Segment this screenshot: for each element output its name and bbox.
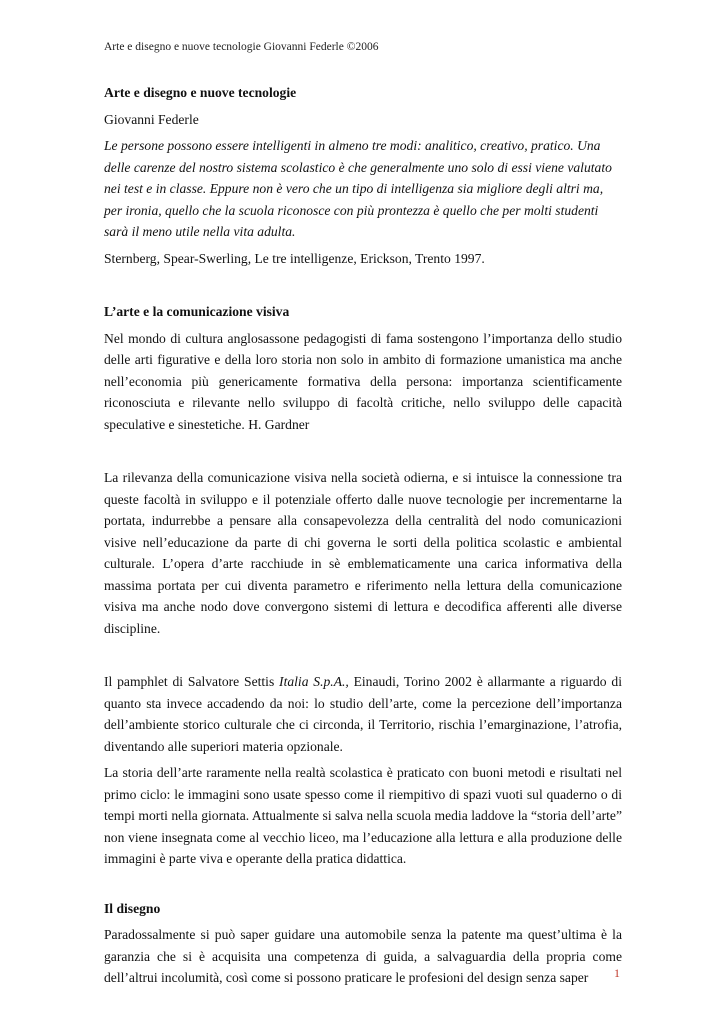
running-header: Arte e disegno e nuove tecnologie Giovanni Federle ©2006 <box>104 41 379 53</box>
article-title: Arte e disegno e nuove tecnologie <box>104 85 297 100</box>
section-heading-visual: L’arte e la comunicazione visiva <box>104 304 290 319</box>
page-number: 1 <box>614 966 620 980</box>
paragraph-visual-4: La storia dell’arte raramente nella realtà scolastica è praticato con buoni metodi e risultati nel primo ciclo: le immagini sono usate spesso come il riempitivo di spazi vuoti sul quaderno o di tempi morti nella giornata. Attualmente si salva nella scuola media laddove la “storia dell’arte” non viene insegnata come al vecchio liceo, ma l’educazione alla lettura e alla produzione delle immagini è parte viva e operante della pratica didattica. <box>104 765 622 866</box>
paragraph-visual-1: Nel mondo di cultura anglosassone pedagogisti di fama sostengono l’importanza dello studio delle arti figurative e della loro storia non solo in ambito di formazione umanistica ma anche nell’economia più genericamente formativa della persona: importanza scientificamente riconosciuta e rilevante nello sviluppo di facoltà critiche, nello sviluppo delle capacità speculative e sinestetiche. H. Gardner <box>104 330 622 432</box>
section-heading-drawing: Il disegno <box>104 900 161 916</box>
article-author: Giovanni Federle <box>104 111 199 127</box>
book-title-italia-spa: Italia S.p.A., <box>279 674 349 689</box>
paragraph-visual-3 <box>104 671 622 757</box>
paragraph-visual-2: La rilevanza della comunicazione visiva nella società odierna, e si intuisce la connessione tra queste facoltà in sviluppo e il potenziale offerto dalle nuove tecnologie per incrementarne la portata, indurrebbe a pensare alla consapevolezza della centralità del nodo comunicazioni visive nell’educazione da parte di chi governa le sorti della politica scolastic e ambiental culturale. L’opera d’arte racchiude in sè emblematicamente una carica informativa della massima portata per cui diventa parametro e riferimento nella lettura della comunicazione visiva ma anche nodo dove convergono sistemi di lettura e decodifica afferenti alle diverse discipline. <box>104 470 622 636</box>
paragraph-visual-3-rest: Einaudi, Torino 2002 è allarmante a riguardo di quanto sta invece accadendo da noi: lo studio dell’arte, come la percezione dell’importanza dell’ambiente storico culturale che ci circonda, il Territorio, rischia l’emarginazione, l’atrofia, diventando alle superiori materia opzionale. <box>104 674 622 754</box>
epigraph-citation: Sternberg, Spear-Swerling, Le tre intelligenze, Erickson, Trento 1997. <box>104 250 485 266</box>
paragraph-visual-3-lead: Il pamphlet di Salvatore Settis <box>104 674 280 689</box>
paragraph-drawing-1: Paradossalmente si può saper guidare una automobile senza la patente ma quest’ultima è la garanzia che si è acquisita una competenza di guida, a salvaguardia della propria come dell’altrui incolumità, così come si possono praticare le profesioni del design senza saper <box>104 927 622 985</box>
document-body <box>104 82 622 989</box>
epigraph-quote: Le persone possono essere intelligenti in almeno tre modi: analitico, creativo, pratico. Una delle carenze del nostro sistema scolastico è che generalmente uno solo di essi viene valutato nei test e in classe. Eppure non è vero che un tipo di intelligenza sia migliore degli altri ma, per ironia, quello che la scuola riconosce con più prontezza è quello che per molti studenti sarà il meno utile nella vita adulta. <box>104 138 612 239</box>
